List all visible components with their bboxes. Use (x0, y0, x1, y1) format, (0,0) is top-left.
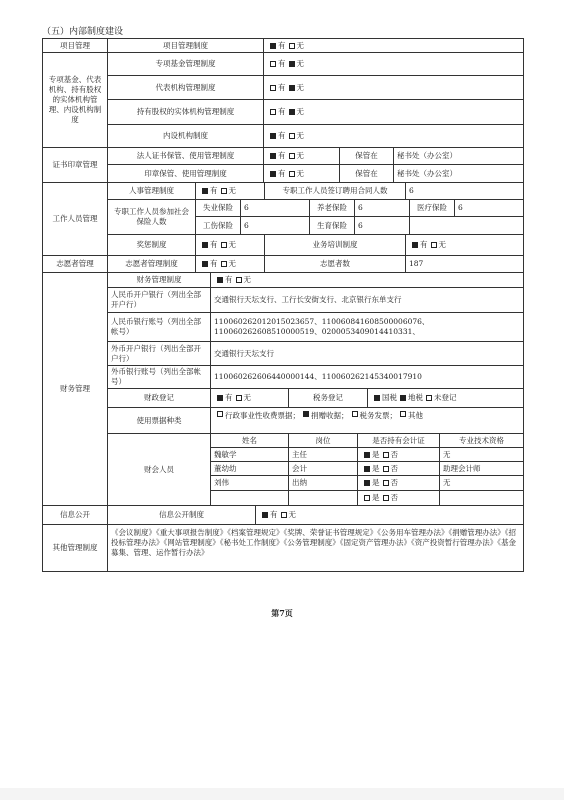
rep-system-label: 代表机构管理制度 (107, 75, 264, 100)
yes-label: 有 (278, 82, 286, 92)
fx-acct-label: 外币银行账号（列出全部帐号） (107, 365, 211, 389)
contract-count: 6 (405, 182, 524, 200)
yes-label: 有 (278, 59, 286, 68)
fx-bank-value: 交通银行天坛支行 (210, 341, 524, 366)
keeper-label: 保管在 (339, 147, 394, 165)
accountant-qual: 无 (439, 447, 524, 462)
yes-label: 有 (278, 40, 286, 50)
checkbox-bill-admin[interactable] (217, 411, 223, 417)
keeper-label: 保管在 (339, 164, 394, 183)
unemp-value: 6 (240, 199, 310, 217)
checkbox-unreg[interactable] (426, 395, 432, 401)
accountant-cert (357, 461, 440, 476)
accountants-label: 财会人员 (107, 433, 211, 506)
proj-mgmt-label: 项目管理 (42, 38, 108, 53)
yes-label: 有 (210, 259, 218, 268)
checkbox-bill-tax[interactable] (352, 411, 358, 417)
page-number: 第7页 (271, 608, 293, 618)
reward-system-label: 奖惩制度 (107, 234, 196, 256)
special-label: 专项基金、代表机构、持有股权的实体机构管理、内设机构制度 (42, 52, 108, 148)
checkbox-yes-checked[interactable] (202, 242, 208, 248)
col-post-header: 岗位 (288, 433, 358, 448)
volunteer-count: 187 (405, 255, 524, 273)
checkbox-yes[interactable] (270, 61, 276, 67)
checkbox-bill-other[interactable] (400, 411, 406, 417)
checkbox-no[interactable] (221, 188, 227, 194)
accountant-name: 魏敏学 (210, 447, 289, 462)
rmb-acct-label: 人民币银行账号（列出全部帐号） (107, 312, 211, 342)
guoshui-label: 国税 (382, 393, 397, 402)
checkbox-yes-checked[interactable] (412, 242, 418, 248)
checkbox-yes-checked[interactable] (270, 171, 276, 177)
yes-label: 有 (278, 131, 286, 140)
pension-value: 6 (354, 199, 410, 217)
equity-system-value (263, 99, 524, 125)
staff-mgmt-label: 工作人员管理 (42, 182, 108, 256)
cert-system-label: 法人证书保管、使用管理制度 (107, 147, 264, 165)
checkbox-yes-checked[interactable] (270, 43, 276, 49)
fou-label: 否 (390, 463, 398, 473)
accountant-post: 出纳 (288, 475, 358, 491)
checkbox-cert-no[interactable] (383, 495, 389, 501)
rmb-bank-label: 人民币开户银行（列出全部开户行） (107, 287, 211, 313)
fx-acct-value: 110060262606440000144、110060262145340017910 (210, 365, 524, 389)
unreg-label: 未登记 (434, 393, 457, 402)
cert-system-value (263, 147, 340, 165)
insurance-label: 专职工作人员参加社会保险人数 (107, 199, 196, 235)
training-system-label: 业务培训制度 (264, 234, 406, 256)
accountant-cert (357, 475, 440, 491)
fou-label: 否 (390, 493, 398, 502)
no-label: 无 (296, 82, 304, 92)
checkbox-dishui-checked[interactable] (400, 395, 406, 401)
internal-system-label: 内设机构制度 (107, 124, 264, 148)
checkbox-no-checked[interactable] (289, 85, 295, 91)
checkbox-yes[interactable] (270, 85, 276, 91)
tax-reg-value (367, 388, 524, 408)
shi-label: 是 (372, 449, 380, 459)
accountant-name (210, 490, 289, 506)
no-label: 无 (228, 259, 236, 268)
finance-mgmt-label: 财务管理 (42, 272, 108, 506)
seal-system-value (263, 164, 340, 183)
no-label: 无 (228, 240, 236, 249)
checkbox-no[interactable] (289, 171, 295, 177)
no-label: 无 (296, 168, 304, 178)
contract-label: 专职工作人员签订聘用合同人数 (264, 182, 406, 200)
no-label: 无 (296, 131, 304, 140)
blank-cell (409, 216, 524, 235)
checkbox-yes-checked[interactable] (217, 277, 223, 283)
yes-label: 有 (278, 168, 286, 178)
checkbox-no[interactable] (236, 395, 242, 401)
bill-tax-label: 税务发票； (359, 411, 397, 420)
no-label: 无 (296, 40, 304, 50)
no-label: 无 (296, 107, 304, 116)
unemp-label: 失业保险 (195, 199, 241, 217)
checkbox-no[interactable] (221, 261, 227, 267)
checkbox-yes-checked[interactable] (202, 261, 208, 267)
col-qual-header: 专业技术资格 (439, 433, 524, 448)
checkbox-cert-yes[interactable] (364, 480, 370, 486)
internal-system-value (263, 124, 524, 148)
fund-system-value (263, 52, 524, 76)
tax-reg-label: 税务登记 (288, 388, 368, 408)
fou-label: 否 (390, 449, 398, 459)
accountant-name: 刘伟 (210, 475, 289, 491)
medical-value: 6 (454, 199, 524, 217)
checkbox-cert-no[interactable] (383, 480, 389, 486)
page-bottom-strip (0, 788, 564, 800)
checkbox-no[interactable] (289, 153, 295, 159)
rmb-acct-value: 110060262012015023657、110060841608500006076、110060262608510000519、0200053409014410331、 (210, 312, 524, 342)
checkbox-no[interactable] (236, 277, 242, 283)
accountant-qual (439, 490, 524, 506)
proj-system-value (263, 38, 524, 53)
maternity-label: 生育保险 (309, 216, 355, 235)
checkbox-guoshui-checked[interactable] (374, 395, 380, 401)
checkbox-yes-checked[interactable] (270, 153, 276, 159)
accountant-post: 主任 (288, 447, 358, 462)
other-mgmt-label: 其他管理制度 (42, 524, 108, 572)
seal-system-label: 印章保管、使用管理制度 (107, 164, 264, 183)
accountant-name: 董幼幼 (210, 461, 289, 476)
volunteer-count-label: 志愿者数 (264, 255, 406, 273)
fou-label: 否 (390, 478, 398, 487)
checkbox-yes-checked[interactable] (202, 188, 208, 194)
medical-label: 医疗保险 (409, 199, 455, 217)
fiscal-reg-label: 财政登记 (107, 388, 211, 408)
yes-label: 有 (210, 240, 218, 249)
rmb-bank-value: 交通银行天坛支行、工行长安街支行、北京银行东单支行 (210, 287, 524, 313)
no-label: 无 (228, 186, 236, 195)
no-label: 无 (296, 59, 304, 68)
checkbox-yes-checked[interactable] (217, 395, 223, 401)
accountant-qual: 无 (439, 475, 524, 491)
shi-label: 是 (372, 493, 380, 502)
fiscal-reg-value (210, 388, 289, 408)
proj-system-label: 项目管理制度 (107, 38, 264, 53)
fund-system-label: 专项基金管理制度 (107, 52, 264, 76)
bill-types-value (210, 407, 524, 434)
other-systems-value: 《会议制度》《重大事项报告制度》《档案管理规定》《奖牌、荣誉证书管理规定》《公务用车管理办法》《捐赠管理办法》《招投标管理办法》《网站管理制度》《秘书处工作制度》《公务管理制度》《固定资产管理办法》《资产投资暂行管理办法》《基金募集、管理、运作暂行办法》 (107, 524, 524, 572)
yes-label: 有 (278, 107, 286, 116)
no-label: 无 (288, 510, 296, 519)
checkbox-yes[interactable] (270, 109, 276, 115)
info-pub-label: 信息公开 (42, 505, 108, 525)
no-label: 无 (243, 275, 251, 284)
checkbox-no-checked[interactable] (289, 61, 295, 67)
col-name-header: 姓名 (210, 433, 289, 448)
rep-system-value (263, 75, 524, 100)
volunteer-system-value (195, 255, 265, 273)
checkbox-no[interactable] (221, 242, 227, 248)
shi-label: 是 (372, 478, 380, 487)
checkbox-cert-no[interactable] (383, 452, 389, 458)
yes-label: 有 (225, 393, 233, 402)
training-system-value (405, 234, 524, 256)
checkbox-no[interactable] (431, 242, 437, 248)
yes-label: 有 (210, 186, 218, 195)
yes-label: 有 (278, 151, 286, 160)
finance-system-label: 财务管理制度 (107, 272, 211, 288)
accountant-cert (357, 490, 440, 506)
finance-system-value (210, 272, 524, 288)
accountant-post (288, 490, 358, 506)
checkbox-cert-no[interactable] (383, 466, 389, 472)
fx-bank-label: 外币开户银行（列出全部开户行） (107, 341, 211, 366)
col-cert-header: 是否持有会计证 (357, 433, 440, 448)
yes-label: 有 (270, 510, 278, 519)
checkbox-cert-yes[interactable] (364, 495, 370, 501)
no-label: 无 (296, 151, 304, 160)
shi-label: 是 (372, 463, 380, 473)
checkbox-cert-yes[interactable] (364, 466, 370, 472)
pension-label: 养老保险 (309, 199, 355, 217)
cert-mgmt-label: 证书印章管理 (42, 147, 108, 183)
info-system-label: 信息公开制度 (107, 505, 256, 525)
checkbox-yes-checked[interactable] (262, 512, 268, 518)
seal-keeper-value: 秘书处（办公室） (393, 164, 524, 183)
info-system-value (255, 505, 524, 525)
bill-other-label: 其他 (408, 411, 423, 420)
checkbox-no[interactable] (289, 133, 295, 139)
bill-types-label: 使用票据种类 (107, 407, 211, 434)
reward-system-value (195, 234, 265, 256)
accountant-cert (357, 447, 440, 462)
dishui-label: 地税 (408, 393, 423, 402)
no-label: 无 (438, 240, 446, 249)
accountant-post: 会计 (288, 461, 358, 476)
injury-value: 6 (240, 216, 310, 235)
section-title: （五）内部制度建设 (42, 27, 124, 37)
checkbox-no[interactable] (289, 43, 295, 49)
equity-system-label: 持有股权的实体机构管理制度 (107, 99, 264, 125)
no-label: 无 (243, 393, 251, 402)
accountant-qual: 助理会计师 (439, 461, 524, 476)
cert-keeper-value: 秘书处（办公室） (393, 147, 524, 165)
yes-label: 有 (420, 240, 428, 249)
checkbox-no[interactable] (281, 512, 287, 518)
maternity-value: 6 (354, 216, 410, 235)
personnel-system-label: 人事管理制度 (107, 182, 196, 200)
bill-admin-label: 行政事业性收费票据； (225, 411, 300, 420)
checkbox-no-checked[interactable] (289, 109, 295, 115)
injury-label: 工伤保险 (195, 216, 241, 235)
volunteer-mgmt-label: 志愿者管理 (42, 255, 108, 273)
volunteer-system-label: 志愿者管理制度 (107, 255, 196, 273)
checkbox-yes-checked[interactable] (270, 133, 276, 139)
checkbox-bill-donation-checked[interactable] (303, 411, 309, 417)
bill-donation-label: 捐赠收据； (311, 411, 349, 420)
personnel-system-value (195, 182, 265, 200)
yes-label: 有 (225, 275, 233, 284)
checkbox-cert-yes[interactable] (364, 452, 370, 458)
